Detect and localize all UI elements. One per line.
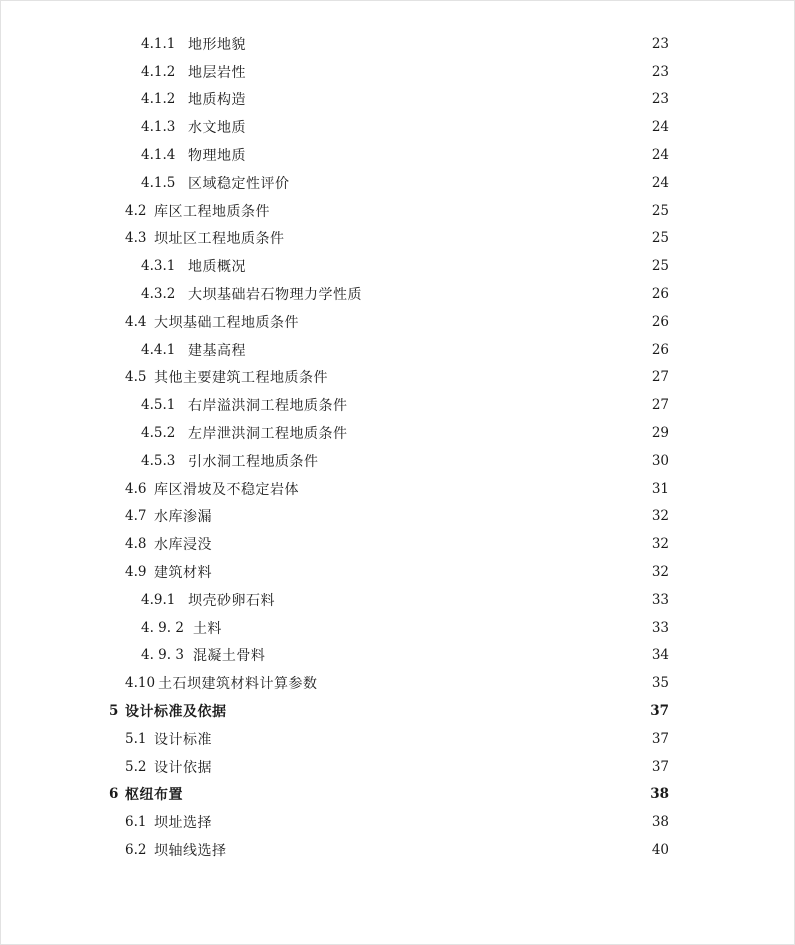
toc-entry-page-number: 37: [651, 758, 669, 775]
toc-entry-title: 水库渗漏: [154, 509, 212, 526]
toc-entry[interactable]: [1, 30, 795, 58]
dot-leader: [321, 454, 648, 468]
dot-leader: [301, 482, 647, 496]
toc-entry-page-number: 33: [651, 591, 669, 608]
toc-entry-number: 4.5.2: [141, 425, 176, 442]
toc-entry-page-number: 29: [651, 425, 669, 442]
dot-leader: [214, 815, 647, 829]
toc-entry[interactable]: [1, 725, 795, 753]
toc-entry[interactable]: [1, 503, 795, 531]
dot-leader: [229, 704, 648, 718]
toc-entry-title: 地形地貌: [188, 36, 246, 53]
toc-entry-number: 4.3: [125, 230, 147, 247]
toc-entry-number: 4.5: [125, 369, 147, 386]
toc-entry[interactable]: [1, 836, 795, 864]
toc-entry-title: 库区工程地质条件: [154, 203, 270, 220]
dot-leader: [350, 426, 648, 440]
toc-entry[interactable]: [1, 642, 795, 670]
toc-entry-page-number: 24: [651, 174, 669, 191]
dot-leader: [350, 398, 648, 412]
toc-entry-page-number: 23: [651, 63, 669, 80]
dot-leader: [272, 204, 647, 218]
dot-leader: [214, 732, 647, 746]
toc-entry-page-number: 27: [651, 397, 669, 414]
dot-leader: [229, 843, 648, 857]
toc-entry[interactable]: [1, 169, 795, 197]
toc-entry-page-number: 30: [651, 452, 669, 469]
toc-entry[interactable]: [1, 225, 795, 253]
toc-entry-page-number: 26: [651, 341, 669, 358]
toc-entry-title: 左岸泄洪洞工程地质条件: [188, 426, 348, 443]
toc-entry-title: 地层岩性: [188, 64, 246, 81]
toc-entry-page-number: 38: [650, 786, 669, 803]
toc-entry-number: 4.3.1: [141, 258, 176, 275]
toc-entry-title: 区域稳定性评价: [188, 175, 290, 192]
dot-leader: [214, 565, 647, 579]
toc-entry-title: 坝轴线选择: [154, 843, 227, 859]
toc-entry-number: 4.5.1: [141, 397, 176, 414]
toc-entry-number: 5.2: [125, 758, 147, 775]
toc-entry-page-number: 25: [651, 202, 669, 219]
toc-entry[interactable]: [1, 113, 795, 141]
dot-leader: [364, 287, 647, 301]
dot-leader: [248, 65, 647, 79]
toc-entry[interactable]: [1, 364, 795, 392]
toc-entry[interactable]: [1, 252, 795, 280]
toc-entry-title: 土石坝建筑材料计算参数: [158, 676, 318, 693]
toc-entry-page-number: 32: [651, 564, 669, 581]
toc-entry-title: 设计标准及依据: [125, 704, 227, 721]
toc-entry[interactable]: [1, 197, 795, 225]
toc-entry-page-number: 26: [651, 286, 669, 303]
toc-entry-page-number: 25: [651, 230, 669, 247]
toc-entry[interactable]: [1, 558, 795, 586]
toc-entry[interactable]: [1, 308, 795, 336]
toc-entry-title: 土料: [192, 620, 222, 637]
toc-entry-title: 库区滑坡及不稳定岩体: [154, 481, 299, 498]
toc-entry-page-number: 34: [651, 647, 669, 664]
toc-entry-page-number: 24: [651, 147, 669, 164]
toc-entry-title: 坝址选择: [154, 815, 212, 832]
toc-entry-page-number: 23: [651, 35, 669, 52]
toc-entry-number: 4.10: [125, 675, 156, 692]
dot-leader: [214, 760, 647, 774]
toc-entry-title: 物理地质: [188, 148, 246, 165]
toc-entry[interactable]: [1, 753, 795, 781]
toc-entry-number: 4.1.2: [141, 91, 176, 108]
toc-entry-page-number: 25: [651, 258, 669, 275]
toc-entry-page-number: 33: [651, 619, 669, 636]
toc-entry-page-number: 32: [651, 508, 669, 525]
dot-leader: [292, 176, 648, 190]
dot-leader: [301, 315, 647, 329]
toc-entry-page-number: 40: [651, 842, 669, 858]
toc-entry-title: 引水洞工程地质条件: [188, 453, 319, 470]
toc-entry-number: 6.2: [125, 842, 147, 858]
toc-entry-number: 6: [109, 786, 119, 803]
table-of-contents: [1, 30, 795, 864]
toc-entry-page-number: 32: [651, 536, 669, 553]
toc-entry-number: 4.6: [125, 480, 147, 497]
toc-entry[interactable]: [1, 419, 795, 447]
toc-entry-page-number: 31: [651, 480, 669, 497]
toc-entry-page-number: 26: [651, 313, 669, 330]
toc-entry-number: 4.5.3: [141, 452, 176, 469]
toc-entry-number: 4.4.1: [141, 341, 176, 358]
toc-entry-number: 4.8: [125, 536, 147, 553]
toc-entry-title: 右岸溢洪洞工程地质条件: [188, 398, 348, 415]
toc-entry-number: 4.1.2: [141, 63, 176, 80]
toc-entry[interactable]: [1, 86, 795, 114]
dot-leader: [224, 621, 647, 635]
dot-leader: [214, 537, 647, 551]
toc-entry-page-number: 37: [650, 703, 669, 720]
toc-entry-page-number: 38: [651, 814, 669, 831]
toc-entry-page-number: 27: [651, 369, 669, 386]
dot-leader: [277, 593, 647, 607]
toc-entry-number: 4.1.5: [141, 174, 176, 191]
toc-entry-title: 坝址区工程地质条件: [154, 231, 285, 248]
toc-entry-number: 4.1.4: [141, 147, 176, 164]
toc-entry-number: 4. 9. 3: [141, 647, 184, 664]
toc-entry-number: 6.1: [125, 814, 147, 831]
toc-entry-number: 5.1: [125, 730, 147, 747]
dot-leader: [248, 37, 647, 51]
toc-entry[interactable]: [1, 475, 795, 503]
toc-entry-title: 地质构造: [188, 92, 246, 109]
toc-entry-title: 地质概况: [188, 259, 246, 276]
toc-entry-title: 设计依据: [154, 759, 212, 776]
toc-entry[interactable]: [1, 336, 795, 364]
toc-entry-number: 4.7: [125, 508, 147, 525]
toc-entry[interactable]: [1, 141, 795, 169]
toc-entry-title: 建筑材料: [154, 565, 212, 582]
toc-entry[interactable]: [1, 697, 795, 725]
dot-leader: [267, 648, 647, 662]
toc-entry-title: 大坝基础工程地质条件: [154, 314, 299, 331]
toc-entry[interactable]: [1, 58, 795, 86]
toc-entry-title: 枢纽布置: [125, 787, 183, 804]
toc-entry[interactable]: [1, 280, 795, 308]
toc-entry-title: 水文地质: [188, 120, 246, 137]
dot-leader: [320, 676, 647, 690]
toc-entry[interactable]: [1, 781, 795, 809]
toc-entry-number: 4.1.3: [141, 119, 176, 136]
toc-entry-title: 混凝土骨料: [192, 648, 266, 665]
toc-entry[interactable]: [1, 808, 795, 836]
dot-leader: [248, 120, 647, 134]
toc-entry-number: 4.9.1: [141, 591, 176, 608]
dot-leader: [248, 259, 647, 273]
toc-entry[interactable]: [1, 391, 795, 419]
toc-entry[interactable]: [1, 586, 795, 614]
toc-entry[interactable]: [1, 669, 795, 697]
toc-entry[interactable]: [1, 614, 795, 642]
dot-leader: [214, 509, 647, 523]
toc-entry-title: 建基高程: [188, 342, 246, 359]
dot-leader: [248, 92, 647, 106]
toc-entry-number: 4.2: [125, 202, 147, 219]
toc-entry-page-number: 35: [651, 675, 669, 692]
toc-entry-title: 设计标准: [154, 731, 212, 748]
dot-leader: [330, 370, 647, 384]
toc-entry-page-number: 24: [651, 119, 669, 136]
toc-entry-number: 4.9: [125, 564, 147, 581]
toc-entry[interactable]: [1, 447, 795, 475]
toc-entry-number: 4.4: [125, 313, 147, 330]
toc-entry-number: 5: [109, 703, 119, 720]
toc-entry-title: 大坝基础岩石物理力学性质: [188, 287, 362, 304]
toc-entry-number: 4.3.2: [141, 286, 176, 303]
dot-leader: [287, 231, 648, 245]
dot-leader: [185, 787, 647, 801]
toc-entry-number: 4.1.1: [141, 35, 176, 52]
toc-entry[interactable]: [1, 530, 795, 558]
toc-entry-page-number: 23: [651, 91, 669, 108]
toc-entry-page-number: 37: [651, 730, 669, 747]
toc-entry-title: 其他主要建筑工程地质条件: [154, 370, 328, 387]
toc-entry-number: 4. 9. 2: [141, 619, 184, 636]
toc-entry-title: 坝壳砂卵石料: [188, 592, 275, 609]
dot-leader: [248, 148, 647, 162]
toc-entry-title: 水库浸没: [154, 537, 212, 554]
dot-leader: [248, 343, 647, 357]
